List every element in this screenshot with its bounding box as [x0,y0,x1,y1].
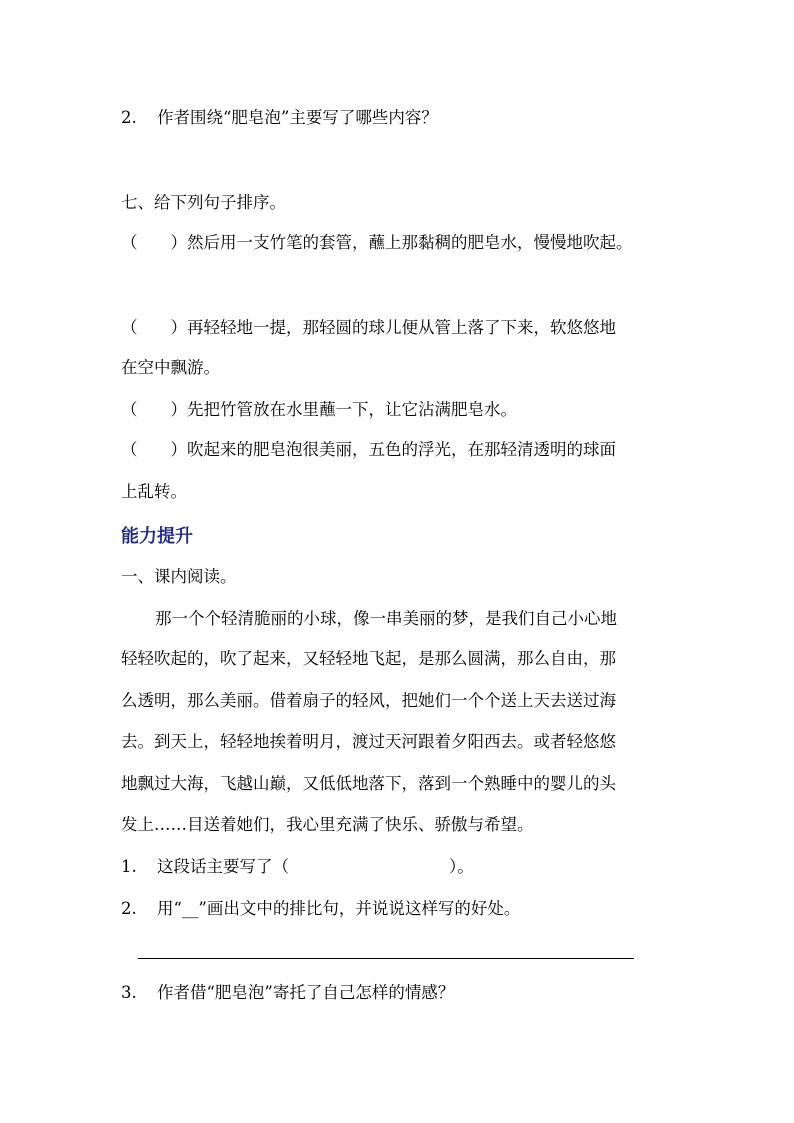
sort-item-4 [121,438,684,462]
reading-question-2 [121,897,684,921]
sort-item-text: 再轻轻地一提，那轻圆的球儿便从管上落了下来，软悠悠地 [187,318,616,337]
question-text-end: ）。 [449,857,474,876]
sort-item-3 [121,398,684,422]
reading-title: 一、课内阅读。 [121,567,237,586]
question-number: 2. [121,899,137,918]
question-2-previous [121,106,684,130]
sort-item-2 [121,316,684,340]
passage-line: 那一个个轻清脆丽的小球，像一串美丽的梦，是我们自己小心地 [155,609,617,628]
sort-item-text: 然后用一支竹笔的套管，蘸上那黏稠的肥皂水，慢慢地吹起。 [187,233,633,252]
reading-question-3 [121,981,684,1005]
passage-line: 地飘过大海，飞越山巅，又低低地落下，落到一个熟睡中的婴儿的头 [121,774,616,793]
sort-item-2-continued: 在空中飘游。 [121,358,220,377]
passage-line: 轻轻吹起的，吹了起来，又轻轻地飞起，是那么圆满，那么自由，那 [121,649,616,668]
passage-line: 去。到天上，轻轻地挨着明月，渡过天河跟着夕阳西去。或者轻悠悠 [121,732,616,751]
question-number: 3. [121,983,137,1002]
answer-paren: （ ） [121,440,187,459]
sort-item-text: 先把竹管放在水里蘸一下，让它沾满肥皂水。 [187,400,517,419]
question-number: 2. [121,108,137,127]
passage-line: 么透明，那么美丽。借着扇子的轻风，把她们一个个送上天去送过海 [121,691,616,710]
ability-heading: 能力提升 [121,526,193,547]
sort-item-text: 吹起来的肥皂泡很美丽，五色的浮光，在那轻清透明的球面 [187,440,616,459]
sort-item-4-continued: 上乱转。 [121,482,187,501]
answer-paren: （ ） [121,400,187,419]
question-text: 用“__”画出文中的排比句，并说说这样写的好处。 [157,899,521,918]
question-text: 这段话主要写了（ [157,857,289,876]
answer-line[interactable] [138,958,634,959]
reading-question-1 [121,855,684,879]
question-text: 作者围绕“肥皂泡”主要写了哪些内容？ [157,108,438,127]
question-text: 作者借“肥皂泡”寄托了自己怎样的情感？ [157,983,455,1002]
answer-paren: （ ） [121,318,187,337]
sort-item-1 [121,231,684,255]
question-number: 1. [121,857,137,876]
answer-paren: （ ） [121,233,187,252]
section-7-title: 七、给下列句子排序。 [121,193,286,212]
passage-line: 发上……目送着她们，我心里充满了快乐、骄傲与希望。 [121,815,534,834]
